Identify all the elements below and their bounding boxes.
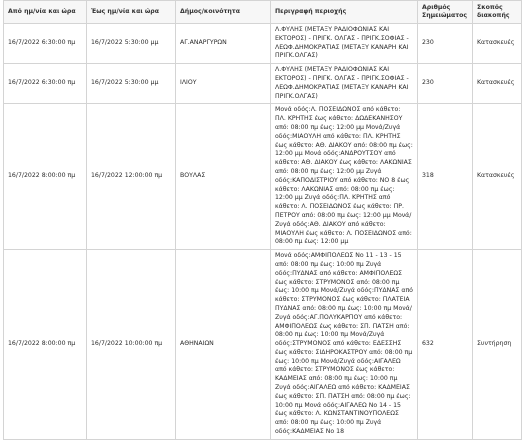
- cell-description: Λ.ΦΥΛΗΣ (ΜΕΤΑΞΥ ΡΑΔΙΟΦΩΝΙΑΣ ΚΑΙ ΕΚΤΟΡΟΣ) - ΠΡΙΓΚ. ΟΛΓΑΣ - ΠΡΙΓΚ.ΣΟΦΙΑΣ - ΛΕΩΦ.ΔΗΜΟΚΡΑΤΙΑΣ (ΜΕΤΑΞΥ ΚΑΝΑΡΗ ΚΑΙ ΠΡΙΓΚ.ΟΛΓΑΣ): [271, 24, 418, 64]
- cell-purpose: Συντήρηση: [473, 250, 522, 440]
- cell-municipality: ΑΓ.ΑΝΑΡΓΥΡΩΝ: [176, 24, 271, 64]
- table-row: [4, 64, 522, 104]
- table-row: [4, 24, 522, 64]
- table-header-row: [4, 1, 522, 24]
- cell-to: 16/7/2022 5:30:00 μμ: [87, 64, 176, 104]
- cell-note-number: 230: [418, 24, 473, 64]
- cell-from: 16/7/2022 8:00:00 πμ: [4, 250, 87, 440]
- table-row: [4, 250, 522, 440]
- cell-purpose: Κατασκευές: [473, 104, 522, 250]
- cell-from: 16/7/2022 8:00:00 πμ: [4, 104, 87, 250]
- header-from[interactable]: Από ημ/νία και ώρα: [4, 1, 87, 24]
- header-note-number[interactable]: Αριθμός Σημειώματος: [418, 1, 473, 24]
- cell-note-number: 230: [418, 64, 473, 104]
- cell-note-number: 632: [418, 250, 473, 440]
- cell-from: 16/7/2022 6:30:00 πμ: [4, 24, 87, 64]
- cell-description: Μονά οδός:Λ. ΠΟΣΕΙΔΩΝΟΣ από κάθετο: ΠΛ. ΚΡΗΤΗΣ έως κάθετο: ΔΩΔΕΚΑΝΗΣΟΥ από: 08:00 πμ έως: 12:00 μμ Μονά/Ζυγά οδός:ΜΙΑΟΥΛΗ από κάθετο: ΠΛ. ΚΡΗΤΗΣ έως κάθετο: ΑΘ. ΔΙΑΚΟΥ από: 08:00 πμ έως: 12:00 μμ Μονά οδός:ΑΝΔΡΟΥΤΣΟΥ από κάθετο: ΑΘ. ΔΙΑΚΟΥ έως κάθετο: ΛΑΚΩΝΙΑΣ από: 08:00 πμ έως: 12:00 μμ Ζυγά οδός:ΚΑΠΟΔΙΣΤΡΙΟΥ από κάθετο: ΝΟ 8 έως κάθετο: ΛΑΚΩΝΙΑΣ από: 08:00 πμ έως: 12:00 μμ Ζυγά οδός:ΠΛ. ΚΡΗΤΗΣ από κάθετο: Λ. ΠΟΣΕΙΔΩΝΟΣ έως κάθετο: ΠΡ. ΠΕΤΡΟΥ από: 08:00 πμ έως: 12:00 μμ Μονά/Ζυγά οδός:ΑΘ. ΔΙΑΚΟΥ από κάθετο: ΜΙΑΟΥΛΗ έως κάθετο: Λ. ΠΟΣΕΙΔΩΝΟΣ από: 08:00 πμ έως: 12:00 μμ: [271, 104, 418, 250]
- cell-from: 16/7/2022 6:30:00 πμ: [4, 64, 87, 104]
- cell-description: Λ.ΦΥΛΗΣ (ΜΕΤΑΞΥ ΡΑΔΙΟΦΩΝΙΑΣ ΚΑΙ ΕΚΤΟΡΟΣ) - ΠΡΙΓΚ. ΟΛΓΑΣ - ΠΡΙΓΚ.ΣΟΦΙΑΣ - ΛΕΩΦ.ΔΗΜΟΚΡΑΤΙΑΣ (ΜΕΤΑΞΥ ΚΑΝΑΡΗ ΚΑΙ ΠΡΙΓΚ.ΟΛΓΑΣ): [271, 64, 418, 104]
- cell-municipality: ΑΘΗΝΑΙΩΝ: [176, 250, 271, 440]
- header-description[interactable]: Περιγραφή περιοχής: [271, 1, 418, 24]
- table-row: [4, 104, 522, 250]
- cell-to: 16/7/2022 10:00:00 πμ: [87, 250, 176, 440]
- cell-municipality: ΙΛΙΟΥ: [176, 64, 271, 104]
- header-to[interactable]: Έως ημ/νία και ώρα: [87, 1, 176, 24]
- header-purpose[interactable]: Σκοπός διακοπής: [473, 1, 522, 24]
- cell-purpose: Κατασκευές: [473, 24, 522, 64]
- cell-to: 16/7/2022 12:00:00 πμ: [87, 104, 176, 250]
- header-municipality[interactable]: Δήμος/κοινότητα: [176, 1, 271, 24]
- cell-note-number: 318: [418, 104, 473, 250]
- cell-to: 16/7/2022 5:30:00 μμ: [87, 24, 176, 64]
- cell-description: Μονά οδός:ΑΜΦΙΠΟΛΕΩΣ Νο 11 - 13 - 15 από: 08:00 πμ έως: 10:00 πμ Ζυγά οδός:ΠΥΔΝΑΣ από κάθετο: ΑΜΦΙΠΟΛΕΩΣ έως κάθετο: ΣΤΡΥΜΟΝΟΣ από: 08:00 πμ έως: 10:00 πμ Μονά/Ζυγά οδός:ΠΥΔΝΑΣ από κάθετο: ΣΤΡΥΜΟΝΟΣ έως κάθετο: ΠΛΑΤΕΙΑ ΠΥΔΝΑΣ από: 08:00 πμ έως: 10:00 πμ Μονά/Ζυγά οδός:ΑΓ.ΠΟΛΥΚΑΡΠΟΥ από κάθετο: ΑΜΦΙΠΟΛΕΩΣ έως κάθετο: ΣΠ. ΠΑΤΣΗ από: 08:00 πμ έως: 10:00 πμ Μονά/Ζυγά οδός:ΣΤΡΥΜΟΝΟΣ από κάθετο: ΕΔΕΣΣΗΣ έως κάθετο: ΣΙΔΗΡΟΚΑΣΤΡΟΥ από: 08:00 πμ έως: 10:00 πμ Μονά/Ζυγά οδός:ΑΙΓΑΛΕΩ από κάθετο: ΣΤΡΥΜΟΝΟΣ έως κάθετο: ΚΑΔΜΕΙΑΣ από: 08:00 πμ έως: 10:00 πμ Ζυγά οδός:ΑΙΓΑΛΕΩ από κάθετο: ΚΑΔΜΕΙΑΣ έως κάθετο: ΣΠ. ΠΑΤΣΗ από: 08:00 πμ έως: 10:00 πμ Μονά οδός:ΑΙΓΑΛΕΩ Νο 14 - 15 έως κάθετο: Λ. ΚΩΝΣΤΑΝΤΙΝΟΥΠΟΛΕΩΣ από: 08:00 πμ έως: 10:00 πμ Ζυγά οδός:ΚΑΔΜΕΙΑΣ Νο 18: [271, 250, 418, 440]
- cell-purpose: Κατασκευές: [473, 64, 522, 104]
- cell-municipality: ΒΟΥΛΑΣ: [176, 104, 271, 250]
- outage-table: [3, 0, 522, 440]
